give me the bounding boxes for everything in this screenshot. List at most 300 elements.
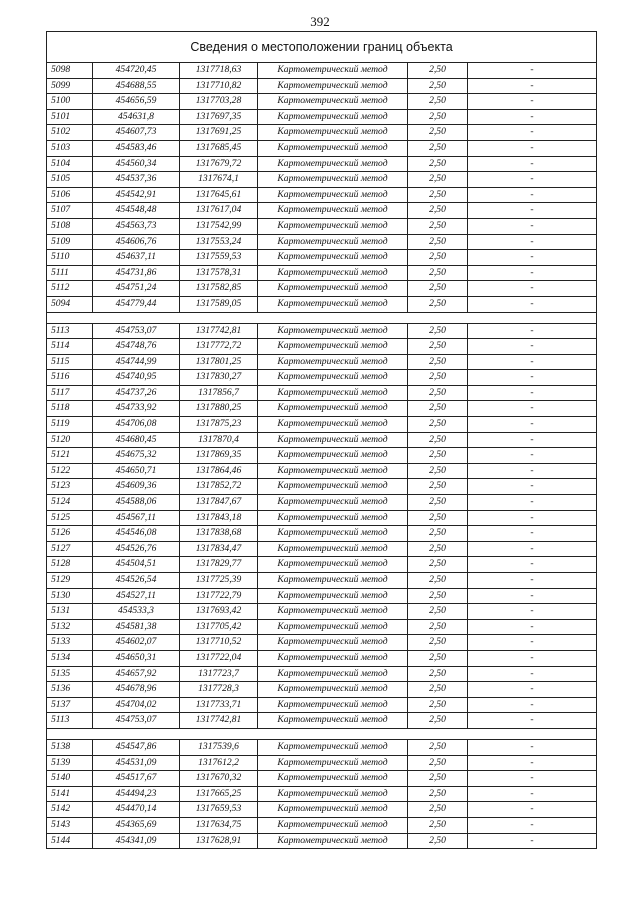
- description-cell: -: [468, 218, 597, 234]
- point-number-cell: 5094: [47, 296, 93, 312]
- description-cell: -: [468, 833, 597, 849]
- x-coordinate-cell: 454609,36: [93, 479, 180, 495]
- description-cell: -: [468, 401, 597, 417]
- accuracy-cell: 2,50: [408, 526, 468, 542]
- method-cell: Картометрический метод: [258, 755, 408, 771]
- description-cell: -: [468, 78, 597, 94]
- x-coordinate-cell: 454560,34: [93, 156, 180, 172]
- y-coordinate-cell: 1317838,68: [180, 526, 258, 542]
- table-row: [47, 786, 597, 802]
- point-number-cell: 5099: [47, 78, 93, 94]
- x-coordinate-cell: 454740,95: [93, 370, 180, 386]
- table-row: [47, 802, 597, 818]
- accuracy-cell: 2,50: [408, 234, 468, 250]
- table-row: [47, 619, 597, 635]
- point-number-cell: 5109: [47, 234, 93, 250]
- x-coordinate-cell: 454657,92: [93, 666, 180, 682]
- method-cell: Картометрический метод: [258, 833, 408, 849]
- table-row: [47, 817, 597, 833]
- accuracy-cell: 2,50: [408, 125, 468, 141]
- x-coordinate-cell: 454706,08: [93, 417, 180, 433]
- x-coordinate-cell: 454341,09: [93, 833, 180, 849]
- x-coordinate-cell: 454656,59: [93, 94, 180, 110]
- table-row: [47, 526, 597, 542]
- accuracy-cell: 2,50: [408, 619, 468, 635]
- accuracy-cell: 2,50: [408, 203, 468, 219]
- method-cell: Картометрический метод: [258, 739, 408, 755]
- description-cell: -: [468, 417, 597, 433]
- table-row: [47, 172, 597, 188]
- y-coordinate-cell: 1317834,47: [180, 541, 258, 557]
- description-cell: -: [468, 187, 597, 203]
- y-coordinate-cell: 1317659,53: [180, 802, 258, 818]
- point-number-cell: 5131: [47, 604, 93, 620]
- point-number-cell: 5126: [47, 526, 93, 542]
- table-row: [47, 370, 597, 386]
- method-cell: Картометрический метод: [258, 296, 408, 312]
- point-number-cell: 5138: [47, 739, 93, 755]
- description-cell: -: [468, 510, 597, 526]
- table-row: [47, 323, 597, 339]
- point-number-cell: 5102: [47, 125, 93, 141]
- y-coordinate-cell: 1317722,04: [180, 650, 258, 666]
- accuracy-cell: 2,50: [408, 172, 468, 188]
- x-coordinate-cell: 454537,36: [93, 172, 180, 188]
- x-coordinate-cell: 454779,44: [93, 296, 180, 312]
- point-number-cell: 5144: [47, 833, 93, 849]
- table-row: [47, 479, 597, 495]
- table-row: [47, 109, 597, 125]
- table-row: [47, 339, 597, 355]
- method-cell: Картометрический метод: [258, 125, 408, 141]
- table-row: [47, 281, 597, 297]
- accuracy-cell: 2,50: [408, 448, 468, 464]
- table-row: [47, 203, 597, 219]
- description-cell: -: [468, 755, 597, 771]
- point-number-cell: 5143: [47, 817, 93, 833]
- point-number-cell: 5112: [47, 281, 93, 297]
- method-cell: Картометрический метод: [258, 635, 408, 651]
- method-cell: Картометрический метод: [258, 432, 408, 448]
- y-coordinate-cell: 1317725,39: [180, 573, 258, 589]
- x-coordinate-cell: 454720,45: [93, 63, 180, 79]
- accuracy-cell: 2,50: [408, 109, 468, 125]
- description-cell: -: [468, 448, 597, 464]
- accuracy-cell: 2,50: [408, 666, 468, 682]
- accuracy-cell: 2,50: [408, 323, 468, 339]
- table-row: [47, 541, 597, 557]
- accuracy-cell: 2,50: [408, 573, 468, 589]
- point-number-cell: 5124: [47, 495, 93, 511]
- y-coordinate-cell: 1317539,6: [180, 739, 258, 755]
- accuracy-cell: 2,50: [408, 385, 468, 401]
- table-row: [47, 156, 597, 172]
- point-number-cell: 5134: [47, 650, 93, 666]
- table-row: [47, 495, 597, 511]
- table-row: [47, 833, 597, 849]
- table-row: [47, 463, 597, 479]
- point-number-cell: 5142: [47, 802, 93, 818]
- x-coordinate-cell: 454533,3: [93, 604, 180, 620]
- accuracy-cell: 2,50: [408, 557, 468, 573]
- x-coordinate-cell: 454744,99: [93, 354, 180, 370]
- method-cell: Картометрический метод: [258, 339, 408, 355]
- description-cell: -: [468, 771, 597, 787]
- table-row: [47, 755, 597, 771]
- description-cell: -: [468, 203, 597, 219]
- description-cell: -: [468, 265, 597, 281]
- point-number-cell: 5117: [47, 385, 93, 401]
- point-number-cell: 5136: [47, 682, 93, 698]
- table-row: [47, 739, 597, 755]
- method-cell: Картометрический метод: [258, 697, 408, 713]
- y-coordinate-cell: 1317705,42: [180, 619, 258, 635]
- x-coordinate-cell: 454678,96: [93, 682, 180, 698]
- table-row: [47, 94, 597, 110]
- accuracy-cell: 2,50: [408, 833, 468, 849]
- method-cell: Картометрический метод: [258, 682, 408, 698]
- method-cell: Картометрический метод: [258, 817, 408, 833]
- y-coordinate-cell: 1317723,7: [180, 666, 258, 682]
- description-cell: -: [468, 323, 597, 339]
- description-cell: -: [468, 588, 597, 604]
- page-number: 392: [310, 14, 330, 29]
- point-number-cell: 5140: [47, 771, 93, 787]
- table-row: [47, 417, 597, 433]
- point-number-cell: 5111: [47, 265, 93, 281]
- method-cell: Картометрический метод: [258, 94, 408, 110]
- method-cell: Картометрический метод: [258, 78, 408, 94]
- y-coordinate-cell: 1317772,72: [180, 339, 258, 355]
- description-cell: -: [468, 172, 597, 188]
- accuracy-cell: 2,50: [408, 739, 468, 755]
- description-cell: -: [468, 234, 597, 250]
- description-cell: -: [468, 250, 597, 266]
- y-coordinate-cell: 1317674,1: [180, 172, 258, 188]
- method-cell: Картометрический метод: [258, 265, 408, 281]
- point-number-cell: 5110: [47, 250, 93, 266]
- point-number-cell: 5104: [47, 156, 93, 172]
- x-coordinate-cell: 454504,51: [93, 557, 180, 573]
- method-cell: Картометрический метод: [258, 172, 408, 188]
- method-cell: Картометрический метод: [258, 417, 408, 433]
- table-row: [47, 354, 597, 370]
- y-coordinate-cell: 1317578,31: [180, 265, 258, 281]
- method-cell: Картометрический метод: [258, 650, 408, 666]
- table-row: [47, 713, 597, 729]
- point-number-cell: 5132: [47, 619, 93, 635]
- y-coordinate-cell: 1317542,99: [180, 218, 258, 234]
- accuracy-cell: 2,50: [408, 682, 468, 698]
- accuracy-cell: 2,50: [408, 354, 468, 370]
- table-row: [47, 401, 597, 417]
- description-cell: -: [468, 109, 597, 125]
- point-number-cell: 5133: [47, 635, 93, 651]
- description-cell: -: [468, 817, 597, 833]
- method-cell: Картометрический метод: [258, 187, 408, 203]
- point-number-cell: 5139: [47, 755, 93, 771]
- y-coordinate-cell: 1317870,4: [180, 432, 258, 448]
- table-row: [47, 78, 597, 94]
- point-number-cell: 5116: [47, 370, 93, 386]
- y-coordinate-cell: 1317553,24: [180, 234, 258, 250]
- point-number-cell: 5106: [47, 187, 93, 203]
- method-cell: Картометрический метод: [258, 713, 408, 729]
- x-coordinate-cell: 454583,46: [93, 140, 180, 156]
- point-number-cell: 5123: [47, 479, 93, 495]
- table-row: [47, 250, 597, 266]
- description-cell: -: [468, 370, 597, 386]
- point-number-cell: 5121: [47, 448, 93, 464]
- y-coordinate-cell: 1317559,53: [180, 250, 258, 266]
- x-coordinate-cell: 454365,69: [93, 817, 180, 833]
- method-cell: Картометрический метод: [258, 666, 408, 682]
- table-row: [47, 635, 597, 651]
- y-coordinate-cell: 1317830,27: [180, 370, 258, 386]
- table-row: [47, 666, 597, 682]
- method-cell: Картометрический метод: [258, 156, 408, 172]
- x-coordinate-cell: 454731,86: [93, 265, 180, 281]
- accuracy-cell: 2,50: [408, 250, 468, 266]
- y-coordinate-cell: 1317691,25: [180, 125, 258, 141]
- boundary-coordinates-table: [46, 31, 597, 849]
- y-coordinate-cell: 1317864,46: [180, 463, 258, 479]
- table-row: [47, 63, 597, 79]
- method-cell: Картометрический метод: [258, 140, 408, 156]
- contour-separator-row: [47, 312, 597, 323]
- table-row: [47, 697, 597, 713]
- table-row: [47, 771, 597, 787]
- description-cell: -: [468, 281, 597, 297]
- point-number-cell: 5141: [47, 786, 93, 802]
- accuracy-cell: 2,50: [408, 370, 468, 386]
- y-coordinate-cell: 1317722,79: [180, 588, 258, 604]
- method-cell: Картометрический метод: [258, 771, 408, 787]
- y-coordinate-cell: 1317685,45: [180, 140, 258, 156]
- accuracy-cell: 2,50: [408, 432, 468, 448]
- table-row: [47, 234, 597, 250]
- point-number-cell: 5122: [47, 463, 93, 479]
- y-coordinate-cell: 1317880,25: [180, 401, 258, 417]
- accuracy-cell: 2,50: [408, 697, 468, 713]
- description-cell: -: [468, 140, 597, 156]
- y-coordinate-cell: 1317697,35: [180, 109, 258, 125]
- accuracy-cell: 2,50: [408, 63, 468, 79]
- method-cell: Картометрический метод: [258, 463, 408, 479]
- accuracy-cell: 2,50: [408, 78, 468, 94]
- method-cell: Картометрический метод: [258, 526, 408, 542]
- description-cell: -: [468, 604, 597, 620]
- x-coordinate-cell: 454527,11: [93, 588, 180, 604]
- description-cell: -: [468, 739, 597, 755]
- description-cell: -: [468, 650, 597, 666]
- table-title-row: [47, 32, 597, 63]
- method-cell: Картометрический метод: [258, 786, 408, 802]
- description-cell: -: [468, 573, 597, 589]
- method-cell: Картометрический метод: [258, 250, 408, 266]
- x-coordinate-cell: 454748,76: [93, 339, 180, 355]
- y-coordinate-cell: 1317829,77: [180, 557, 258, 573]
- x-coordinate-cell: 454753,07: [93, 323, 180, 339]
- x-coordinate-cell: 454531,09: [93, 755, 180, 771]
- x-coordinate-cell: 454470,14: [93, 802, 180, 818]
- x-coordinate-cell: 454494,23: [93, 786, 180, 802]
- accuracy-cell: 2,50: [408, 817, 468, 833]
- contour-separator-row: [47, 728, 597, 739]
- x-coordinate-cell: 454650,71: [93, 463, 180, 479]
- x-coordinate-cell: 454526,76: [93, 541, 180, 557]
- method-cell: Картометрический метод: [258, 109, 408, 125]
- x-coordinate-cell: 454602,07: [93, 635, 180, 651]
- method-cell: Картометрический метод: [258, 495, 408, 511]
- y-coordinate-cell: 1317843,18: [180, 510, 258, 526]
- description-cell: -: [468, 526, 597, 542]
- separator-cell: [47, 312, 597, 323]
- description-cell: -: [468, 635, 597, 651]
- accuracy-cell: 2,50: [408, 604, 468, 620]
- accuracy-cell: 2,50: [408, 156, 468, 172]
- y-coordinate-cell: 1317875,23: [180, 417, 258, 433]
- y-coordinate-cell: 1317665,25: [180, 786, 258, 802]
- x-coordinate-cell: 454637,11: [93, 250, 180, 266]
- table-row: [47, 588, 597, 604]
- accuracy-cell: 2,50: [408, 94, 468, 110]
- separator-cell: [47, 728, 597, 739]
- accuracy-cell: 2,50: [408, 713, 468, 729]
- y-coordinate-cell: 1317628,91: [180, 833, 258, 849]
- description-cell: -: [468, 156, 597, 172]
- method-cell: Картометрический метод: [258, 218, 408, 234]
- table-row: [47, 604, 597, 620]
- y-coordinate-cell: 1317856,7: [180, 385, 258, 401]
- accuracy-cell: 2,50: [408, 588, 468, 604]
- description-cell: -: [468, 463, 597, 479]
- x-coordinate-cell: 454581,38: [93, 619, 180, 635]
- point-number-cell: 5105: [47, 172, 93, 188]
- table-row: [47, 265, 597, 281]
- point-number-cell: 5118: [47, 401, 93, 417]
- y-coordinate-cell: 1317703,28: [180, 94, 258, 110]
- point-number-cell: 5107: [47, 203, 93, 219]
- x-coordinate-cell: 454517,67: [93, 771, 180, 787]
- description-cell: -: [468, 557, 597, 573]
- x-coordinate-cell: 454547,86: [93, 739, 180, 755]
- table-row: [47, 432, 597, 448]
- table-row: [47, 140, 597, 156]
- table-row: [47, 385, 597, 401]
- accuracy-cell: 2,50: [408, 479, 468, 495]
- description-cell: -: [468, 802, 597, 818]
- y-coordinate-cell: 1317718,63: [180, 63, 258, 79]
- x-coordinate-cell: 454588,06: [93, 495, 180, 511]
- method-cell: Картометрический метод: [258, 573, 408, 589]
- accuracy-cell: 2,50: [408, 541, 468, 557]
- x-coordinate-cell: 454733,92: [93, 401, 180, 417]
- x-coordinate-cell: 454751,24: [93, 281, 180, 297]
- point-number-cell: 5100: [47, 94, 93, 110]
- table-row: [47, 448, 597, 464]
- point-number-cell: 5115: [47, 354, 93, 370]
- table-row: [47, 682, 597, 698]
- method-cell: Картометрический метод: [258, 203, 408, 219]
- table-row: [47, 218, 597, 234]
- description-cell: -: [468, 125, 597, 141]
- x-coordinate-cell: 454606,76: [93, 234, 180, 250]
- method-cell: Картометрический метод: [258, 619, 408, 635]
- point-number-cell: 5101: [47, 109, 93, 125]
- y-coordinate-cell: 1317742,81: [180, 323, 258, 339]
- point-number-cell: 5103: [47, 140, 93, 156]
- x-coordinate-cell: 454753,07: [93, 713, 180, 729]
- table-row: [47, 650, 597, 666]
- method-cell: Картометрический метод: [258, 604, 408, 620]
- point-number-cell: 5129: [47, 573, 93, 589]
- description-cell: -: [468, 479, 597, 495]
- y-coordinate-cell: 1317582,85: [180, 281, 258, 297]
- x-coordinate-cell: 454737,26: [93, 385, 180, 401]
- accuracy-cell: 2,50: [408, 635, 468, 651]
- description-cell: -: [468, 495, 597, 511]
- accuracy-cell: 2,50: [408, 510, 468, 526]
- y-coordinate-cell: 1317801,25: [180, 354, 258, 370]
- y-coordinate-cell: 1317693,42: [180, 604, 258, 620]
- description-cell: -: [468, 666, 597, 682]
- accuracy-cell: 2,50: [408, 401, 468, 417]
- x-coordinate-cell: 454688,55: [93, 78, 180, 94]
- accuracy-cell: 2,50: [408, 650, 468, 666]
- point-number-cell: 5137: [47, 697, 93, 713]
- accuracy-cell: 2,50: [408, 281, 468, 297]
- description-cell: -: [468, 786, 597, 802]
- method-cell: Картометрический метод: [258, 281, 408, 297]
- accuracy-cell: 2,50: [408, 265, 468, 281]
- accuracy-cell: 2,50: [408, 417, 468, 433]
- point-number-cell: 5135: [47, 666, 93, 682]
- point-number-cell: 5127: [47, 541, 93, 557]
- y-coordinate-cell: 1317710,52: [180, 635, 258, 651]
- accuracy-cell: 2,50: [408, 339, 468, 355]
- accuracy-cell: 2,50: [408, 786, 468, 802]
- y-coordinate-cell: 1317634,75: [180, 817, 258, 833]
- accuracy-cell: 2,50: [408, 218, 468, 234]
- table-row: [47, 187, 597, 203]
- table-row: [47, 557, 597, 573]
- point-number-cell: 5108: [47, 218, 93, 234]
- description-cell: -: [468, 619, 597, 635]
- x-coordinate-cell: 454542,91: [93, 187, 180, 203]
- description-cell: -: [468, 354, 597, 370]
- y-coordinate-cell: 1317742,81: [180, 713, 258, 729]
- method-cell: Картометрический метод: [258, 802, 408, 818]
- x-coordinate-cell: 454526,54: [93, 573, 180, 589]
- description-cell: -: [468, 94, 597, 110]
- x-coordinate-cell: 454650,31: [93, 650, 180, 666]
- table-row: [47, 125, 597, 141]
- point-number-cell: 5114: [47, 339, 93, 355]
- accuracy-cell: 2,50: [408, 140, 468, 156]
- method-cell: Картометрический метод: [258, 323, 408, 339]
- y-coordinate-cell: 1317852,72: [180, 479, 258, 495]
- x-coordinate-cell: 454563,73: [93, 218, 180, 234]
- point-number-cell: 5125: [47, 510, 93, 526]
- method-cell: Картометрический метод: [258, 370, 408, 386]
- y-coordinate-cell: 1317733,71: [180, 697, 258, 713]
- point-number-cell: 5128: [47, 557, 93, 573]
- description-cell: -: [468, 697, 597, 713]
- accuracy-cell: 2,50: [408, 495, 468, 511]
- description-cell: -: [468, 713, 597, 729]
- x-coordinate-cell: 454607,73: [93, 125, 180, 141]
